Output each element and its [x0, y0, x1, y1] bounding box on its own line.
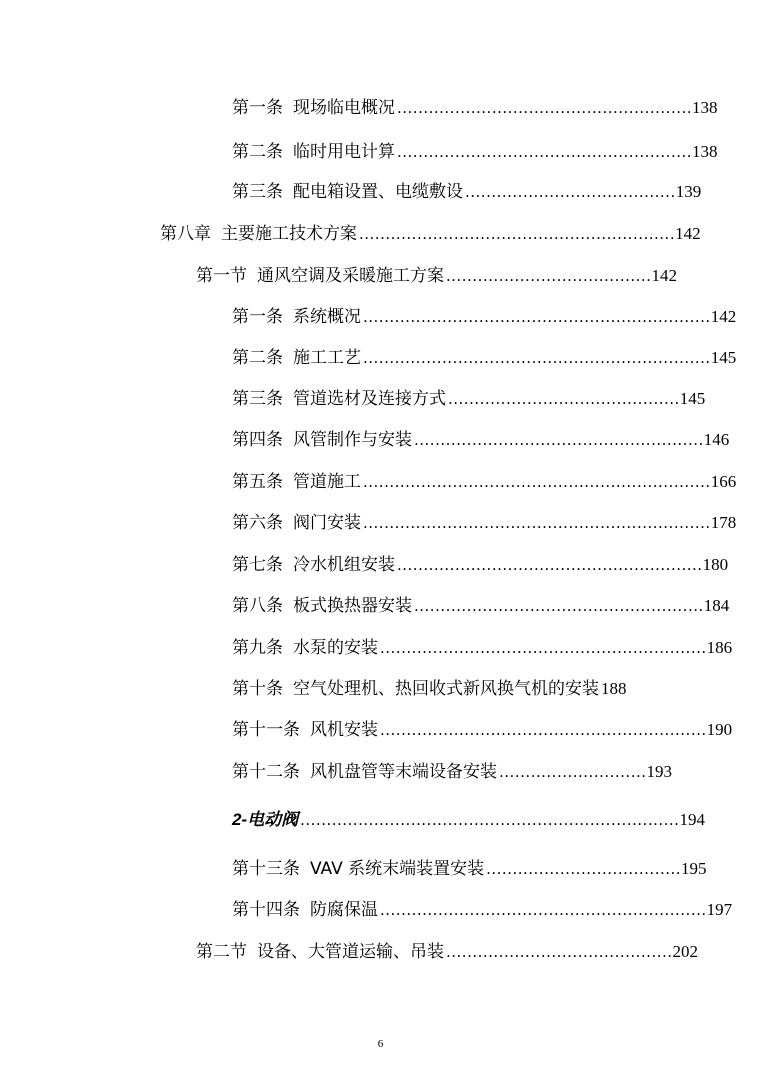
toc-leader-dots: ....................................................... [414, 597, 704, 615]
toc-entry-title: 配电箱设置、电缆敷设 [293, 182, 463, 202]
toc-entry-page: 194 [679, 810, 705, 829]
toc-entry-title: 风机安装 [310, 720, 378, 740]
toc-entry-label: 第二条 [232, 142, 283, 162]
toc-leader-dots: .................................................................. [363, 514, 711, 532]
toc-entry-title: 风管制作与安装 [293, 430, 412, 450]
toc-entry [232, 760, 673, 784]
toc-leader-dots: .............................................................. [380, 901, 707, 919]
toc-entry [232, 96, 718, 120]
toc-section-entry [196, 940, 699, 964]
toc-entry-page: 142 [710, 307, 737, 326]
toc-entry [232, 594, 730, 618]
toc-entry-label: 第六条 [232, 513, 283, 533]
toc-entry [232, 180, 702, 204]
toc-entry-label: 第二条 [232, 348, 283, 368]
toc-entry-title: 管道施工 [293, 472, 361, 492]
toc-entry-page: 180 [702, 555, 729, 574]
toc-entry-page: 142 [675, 224, 701, 243]
toc-entry [232, 808, 705, 832]
toc-leader-dots: ............................ [499, 763, 647, 781]
toc-entry-title: 管道选材及连接方式 [293, 389, 446, 409]
toc-entry-page: 138 [692, 98, 718, 117]
toc-entry [232, 857, 707, 881]
toc-entry-label: 第一条 [232, 98, 283, 118]
toc-entry-page: 178 [710, 513, 737, 532]
toc-leader-dots: ........................................................................ [300, 811, 680, 829]
toc-entry-title: 现场临电概况 [293, 98, 395, 118]
toc-entry-label: 第十条 [232, 679, 283, 699]
toc-entry-label: 第十一条 [232, 720, 300, 740]
toc-entry-title: 通风空调及采暖施工方案 [257, 266, 444, 286]
toc-leader-dots: ....................................... [446, 267, 652, 285]
toc-leader-dots: ........................................ [465, 183, 676, 201]
toc-entry-label: 第九条 [232, 638, 283, 658]
toc-entry-label: 第十二条 [232, 762, 300, 782]
toc-leader-dots: .................................................................. [363, 473, 711, 491]
toc-entry [232, 511, 737, 535]
toc-chapter-entry [160, 222, 701, 246]
toc-entry-title: 风机盘管等末端设备安装 [310, 762, 497, 782]
toc-leader-dots: ............................................................ [359, 225, 676, 243]
toc-entry-title: 施工工艺 [293, 348, 361, 368]
toc-entry-page: 145 [679, 389, 706, 408]
toc-section-entry [196, 264, 677, 288]
toc-entry-label: 第八条 [232, 596, 283, 616]
toc-entry-page: 197 [706, 900, 733, 919]
toc-entry-page: 145 [710, 348, 737, 367]
toc-leader-dots: ..................................... [486, 860, 682, 878]
toc-entry-page: 190 [706, 720, 733, 739]
toc-entry-title: 防腐保温 [310, 900, 378, 920]
toc-entry-page: 188 [601, 679, 627, 698]
toc-entry-label: 第二节 [196, 942, 247, 962]
toc-entry-label: 第四条 [232, 430, 283, 450]
toc-entry [232, 428, 730, 452]
toc-leader-dots: .................................................................. [363, 349, 711, 367]
toc-entry-label: 第七条 [232, 555, 283, 575]
toc-entry-title: 水泵的安装 [293, 638, 378, 658]
toc-leader-dots: ....................................................... [414, 431, 704, 449]
toc-entry-title: 冷水机组安装 [293, 555, 395, 575]
toc-leader-dots: ............................................ [448, 390, 680, 408]
toc-entry [232, 140, 718, 164]
toc-entry-page: 166 [710, 472, 737, 491]
toc-entry-page: 184 [703, 596, 730, 615]
toc-entry-page: 142 [651, 266, 677, 285]
toc-entry-title: 系统概况 [293, 307, 361, 327]
toc-leader-dots: .......................................................... [397, 556, 703, 574]
toc-entry [232, 553, 729, 577]
toc-entry-label: 第十四条 [232, 900, 300, 920]
toc-entry-page: 146 [703, 430, 730, 449]
toc-entry-title: 主要施工技术方案 [221, 224, 357, 244]
toc-leader-dots: ........................................... [446, 943, 673, 961]
toc-entry-label: 第三条 [232, 389, 283, 409]
toc-leader-dots: ........................................................ [397, 99, 693, 117]
toc-entry-title: 板式换热器安装 [293, 596, 412, 616]
toc-entry-title: 临时用电计算 [293, 142, 395, 162]
toc-entry-label: 第三条 [232, 182, 283, 202]
toc-entry-title: 空气处理机、热回收式新风换气机的安装 [293, 679, 599, 699]
toc-entry-page: 202 [672, 942, 699, 961]
toc-entry-page: 139 [675, 182, 702, 201]
toc-entry [232, 636, 733, 660]
toc-entry [232, 470, 737, 494]
toc-entry-label: 2- [232, 810, 248, 829]
toc-entry-label: 第十三条 [232, 859, 300, 879]
toc-entry [232, 305, 737, 329]
toc-entry-page: 193 [646, 762, 673, 781]
toc-leader-dots: .............................................................. [380, 721, 707, 739]
toc-leader-dots: .............................................................. [380, 639, 707, 657]
toc-entry [232, 346, 737, 370]
toc-entry [232, 898, 733, 922]
toc-entry-label: 第八章 [160, 224, 211, 244]
toc-entry-label: 第五条 [232, 472, 283, 492]
page-number: 6 [377, 1038, 384, 1050]
toc-entry-label: 第一节 [196, 266, 247, 286]
toc-entry-title: VAV 系统末端装置安装 [310, 859, 485, 879]
toc-entry-title: 设备、大管道运输、吊装 [257, 942, 444, 962]
toc-leader-dots: .................................................................. [363, 308, 711, 326]
toc-leader-dots: ........................................................ [397, 143, 693, 161]
toc-entry [232, 677, 660, 701]
toc-entry-title: 阀门安装 [293, 513, 361, 533]
toc-entry-page: 186 [706, 638, 733, 657]
toc-entry-title: 电动阀 [247, 810, 299, 829]
toc-entry-label: 第一条 [232, 307, 283, 327]
toc-entry [232, 387, 706, 411]
toc-entry-page: 138 [692, 142, 718, 161]
toc-entry-page: 195 [681, 859, 707, 878]
toc-entry [232, 718, 733, 742]
